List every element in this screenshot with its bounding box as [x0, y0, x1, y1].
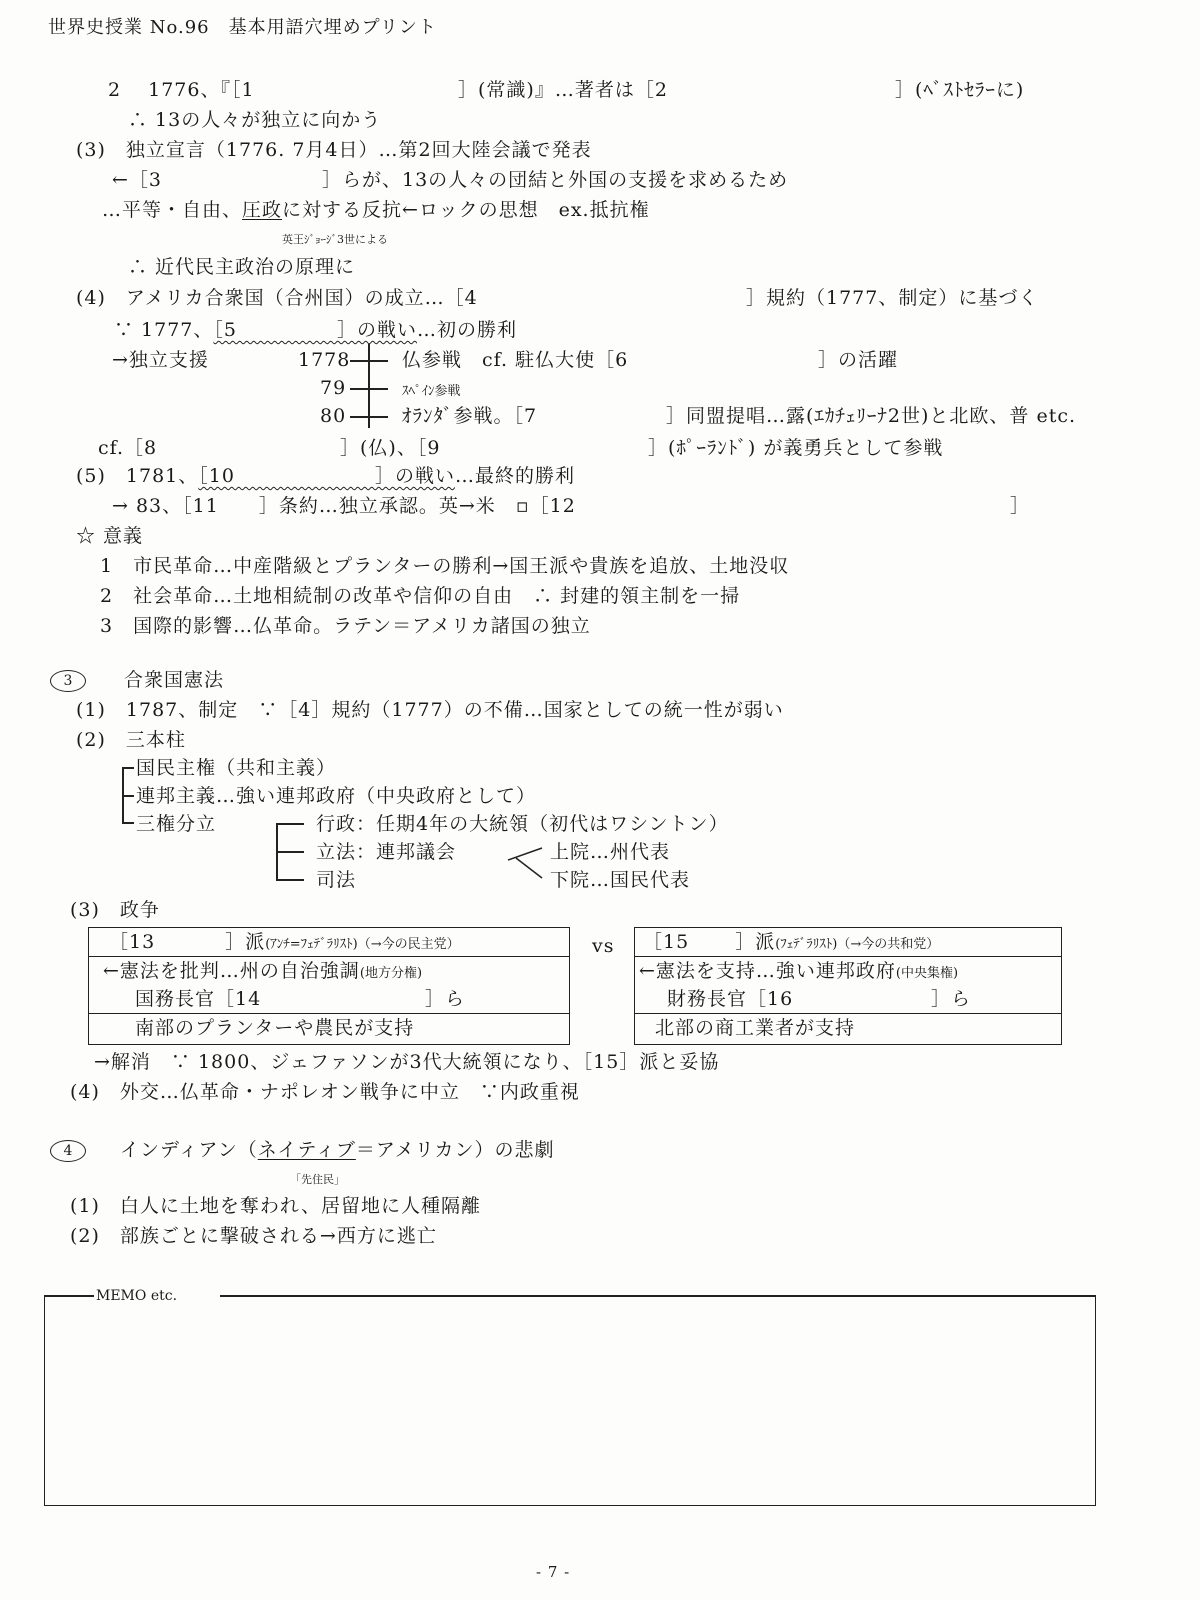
pillars-bracket — [122, 822, 134, 824]
line-dutch-war: ｵﾗﾝﾀﾞ参戦。［7 — [402, 405, 538, 427]
upper-house: 上院…州代表 — [550, 841, 671, 863]
line-equality-a: …平等・自由、 — [102, 199, 243, 221]
timeline-tick — [350, 416, 388, 418]
line-france-war-b: ］の活躍 — [818, 349, 899, 371]
line-treaty-b: ］ — [1010, 495, 1031, 517]
pillar-sovereignty: 国民主権（共和主義） — [136, 757, 337, 779]
significance-1: 1 市民革命…中産階級とプランターの勝利→国王派や貴族を追放、土地没収 — [100, 555, 790, 577]
line-final-victory — [76, 464, 575, 488]
constitution-1: (1) 1787、制定 ∵［4］規約（1777）の不備…国家としての統一性が弱い — [76, 699, 784, 721]
line-first-victory-battle: ［5 ］の戦い — [213, 319, 417, 341]
congress-split-lines — [506, 846, 546, 880]
line-common-sense-b: ］(常識)』…著者は［2 — [458, 79, 668, 101]
heading-significance: ☆ 意義 — [76, 525, 144, 547]
timeline-tick — [350, 360, 388, 362]
anti-federalist-position: ←憲法を批判…州の自治強調(地方分権) — [103, 960, 423, 982]
line-equality-tyranny: 圧政 — [242, 199, 283, 221]
powers-bracket — [276, 879, 304, 881]
line-declaration: (3) 独立宣言（1776. 7月4日）…第2回大陸会議で発表 — [76, 139, 592, 161]
line-modern-democracy: ∴ 近代民主政治の原理に — [128, 256, 356, 278]
line-blank3-a: ←［3 — [112, 169, 163, 191]
line-common-sense-c: ］(ﾍﾞｽﾄｾﾗｰに) — [895, 79, 1025, 101]
vs-label: vs — [592, 935, 615, 957]
line-common-sense-a: 2 1776、『［1 — [108, 79, 255, 101]
line-usa-a: (4) アメリカ合衆国（合州国）の成立…［4 — [76, 287, 478, 309]
line-france-war: 仏参戦 cf. 駐仏大使［6 — [402, 349, 629, 371]
line-equality-c: に対する反抗←ロックの思想 ex.抵抗権 — [282, 199, 650, 221]
resolution-line: →解消 ∵ 1800、ジェファソンが3代大統領になり、［15］派と妥協 — [94, 1051, 720, 1073]
line-final-victory-battle: ［10 ］の戦い — [198, 465, 455, 487]
section-title-native: インディアン（ネイティブ＝アメリカン）の悲劇 — [120, 1139, 555, 1161]
page-title: 世界史授業 No.96 基本用語穴埋めプリント — [48, 17, 437, 38]
line-spain-war: ｽﾍﾟｲﾝ参戦 — [402, 384, 461, 399]
line-treaty-a: → 83、［11 ］条約…独立承認。英→米 ▫［12 — [112, 495, 576, 517]
power-executive: 行政：任期4年の大統領（初代はワシントン） — [316, 813, 729, 835]
year-1779: 79 — [320, 377, 347, 399]
line-blank3-b: ］らが、13の人々の団結と外国の支援を求めるため — [322, 169, 789, 191]
line-usa-b: ］規約（1777、制定）に基づく — [746, 287, 1039, 309]
line-volunteers-b: ］(仏)、［9 — [340, 437, 441, 459]
line-colonies-independence: ∴ 13の人々が独立に向かう — [128, 109, 382, 131]
page-number: - 7 - — [536, 1563, 571, 1581]
pillars-bracket — [122, 767, 134, 769]
line-volunteers-c: ］(ﾎﾟｰﾗﾝﾄﾞ) が義勇兵として参戦 — [648, 437, 944, 459]
faction-box-anti-federalist — [88, 927, 570, 1045]
anti-federalist-leader-b: ］ら — [425, 988, 466, 1010]
constitution-4: (4) 外交…仏革命・ナポレオン戦争に中立 ∵内政重視 — [70, 1081, 580, 1103]
section-title-constitution: 合衆国憲法 — [124, 669, 225, 691]
line-first-victory-c: …初の勝利 — [417, 319, 518, 341]
federalist-support: 北部の商工業者が支持 — [655, 1017, 856, 1039]
anti-federalist-leader-a: 国務長官［14 — [135, 988, 262, 1010]
faction-box-federalist — [634, 927, 1062, 1045]
label-independence-support: →独立支援 — [112, 349, 209, 371]
lower-house: 下院…国民代表 — [550, 869, 691, 891]
anti-federalist-header: ［13 ］派(ｱﾝﾁ=ﾌｪﾃﾞﾗﾘｽﾄ)（→今の民主党） — [109, 931, 460, 953]
significance-2: 2 社会革命…土地相続制の改革や信仰の自由 ∴ 封建的領主制を一掃 — [100, 585, 741, 607]
year-1778: 1778 — [298, 349, 351, 371]
line-first-victory-a: ∵ 1777、 — [114, 319, 214, 341]
timeline-tick — [350, 388, 388, 390]
federalist-leader-a: 財務長官［16 — [667, 988, 794, 1010]
native-2: (2) 部族ごとに撃破される→西方に逃亡 — [70, 1225, 437, 1247]
power-legislative: 立法：連邦議会 — [316, 841, 457, 863]
year-1780: 80 — [320, 405, 347, 427]
federalist-header: ［15 ］派(ﾌｪﾃﾞﾗﾘｽﾄ)（→今の共和党） — [643, 931, 940, 953]
pillars-bracket — [122, 795, 134, 797]
powers-bracket — [276, 851, 304, 853]
powers-bracket — [276, 823, 304, 825]
significance-3: 3 国際的影響…仏革命。ラテン＝アメリカ諸国の独立 — [100, 615, 591, 637]
pillar-federalism: 連邦主義…強い連邦政府（中央政府として） — [136, 785, 537, 807]
line-equality — [102, 198, 650, 222]
memo-box — [44, 1295, 1096, 1506]
line-armed-neutrality: ］同盟提唱…露(ｴｶﾁｪﾘｰﾅ2世)と北欧、普 etc. — [666, 405, 1077, 427]
anti-federalist-support: 南部のプランターや農民が支持 — [135, 1017, 415, 1039]
constitution-3: (3) 政争 — [70, 899, 160, 921]
note-indigenous: 「先住民」 — [290, 1173, 345, 1186]
native-1: (1) 白人に土地を奪われ、居留地に人種隔離 — [70, 1195, 482, 1217]
pillar-separation: 三権分立 — [136, 813, 217, 835]
federalist-leader-b: ］ら — [931, 988, 972, 1010]
constitution-2: (2) 三本柱 — [76, 729, 186, 751]
line-final-victory-c: …最終的勝利 — [454, 465, 575, 487]
section-number-4: 4 — [50, 1140, 86, 1162]
section-number-3: 3 — [50, 670, 86, 692]
line-volunteers-a: cf.［8 — [98, 437, 158, 459]
note-george3: 英王ｼﾞｮｰｼﾞ3世による — [282, 233, 388, 246]
line-final-victory-a: (5) 1781、 — [76, 465, 199, 487]
line-first-victory — [114, 318, 517, 342]
memo-label: MEMO etc. — [96, 1288, 178, 1304]
power-judicial: 司法 — [316, 869, 357, 891]
federalist-position: ←憲法を支持…強い連邦政府(中央集権) — [639, 960, 959, 982]
